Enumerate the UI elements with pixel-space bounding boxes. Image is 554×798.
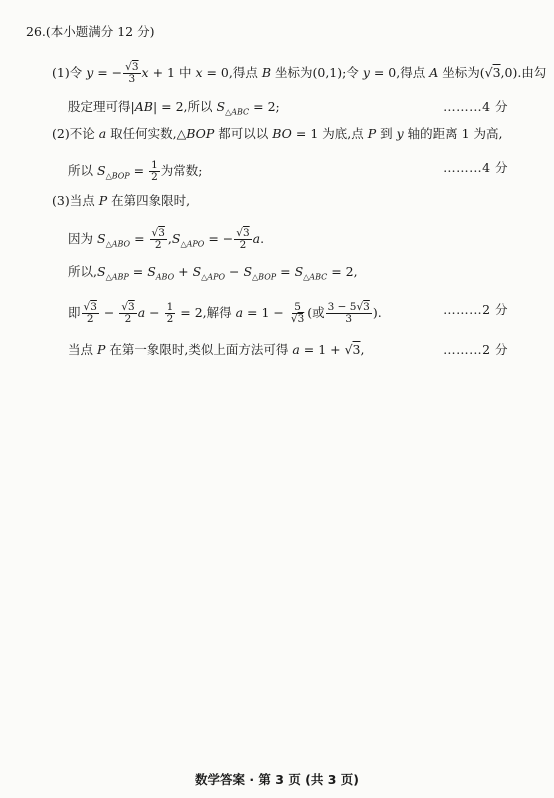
answer-page: 26.(本小题满分 12 分) (1)令 y = − $\frac{√3}{3}$ x + 1 中 x = 0,得点 B 坐标为(0,1);令 y = 0,得点 A 坐标为(√3,0).由勾 股定理可得|AB| = 2,所以 $S_{\triangle ABC} = 2$; ………4 分 (2)不论 a 取任何实数,△BOP 都可以以 BO = 1 为底,点 P 到 y 轴的距离 1 为高, 所以 $S_{\triangle BOP}$ = $\frac{1}{2}$ 为常数; ………4 分 (3)当点 P 在第四象限时, 因为 $S_{\triangle ABO}$ = $\frac{√3}{2}$ $,S_{\triangle APO}$ = − $\frac{√3}{2}$ a. 所以$,S_{\triangle ABP} = S_{ABO} + S_{\triangle APO} - S_{\triangle BOP} = S_{\triangle ABC} = 2$, 即 $\frac{√3}{2}$ − $\frac{√3}{2}$ a − $\frac{1}{2}$ = 2,解得 a = 1 − $\frac{5}{√3}$ (或 $\frac{3 - 5√3}{3}$ ). ………2 分 当点 P 在第一象限时,类似上面方法可得 a = 1 + √3, ………2 分 数学答案 · 第 3 页 (共 3 页)	[0, 0, 554, 798]
page-footer: 数学答案 · 第 3 页 (共 3 页)	[194, 772, 360, 787]
score-2a: ………2 分	[443, 302, 508, 317]
score-2b: ………2 分	[443, 342, 508, 357]
score-4b: ………4 分	[443, 160, 508, 175]
score-4a: ………4 分	[443, 99, 508, 114]
